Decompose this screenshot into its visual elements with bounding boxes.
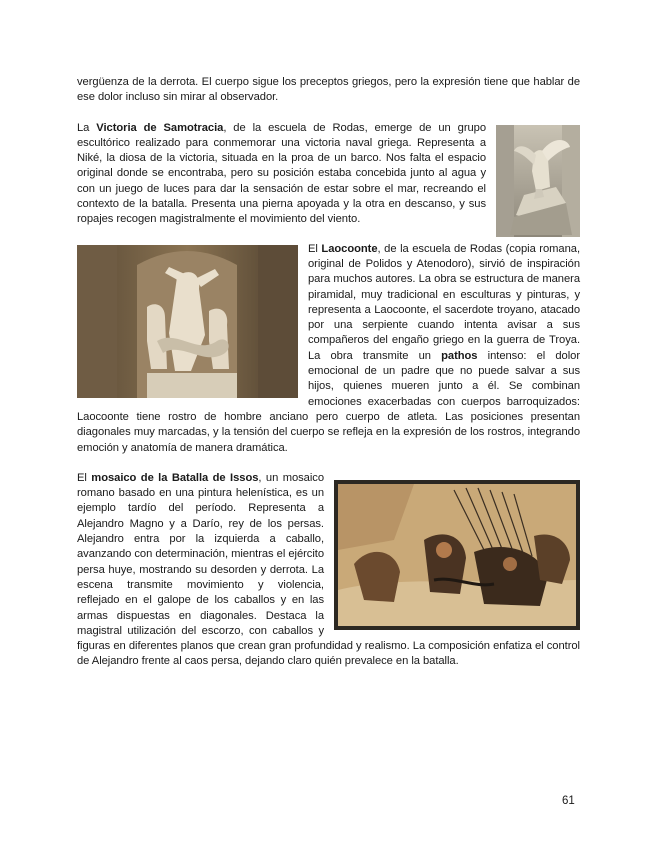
- paragraph-mosaico: [77, 471, 580, 670]
- laocoonte-image: [77, 245, 298, 398]
- mosaico-body: , un mosaico romano basado en una pintura helenística, es un ejemplo tardío del período. Representa a Alejandro Magno y a Darío, rey de los persas. Alejandro entra por la izquierda a caballo, avanzando con determinación, mientras el ejército persa huye, mostrando su desorden y derrota. La escena transmite movimiento y violencia, reflejado en el galope de los caballos y en las armas dispuestas en diagonales. Destaca la magistral utilización del escorzo, con caballos y figuras en diferentes planos que crean gran profundidad y realismo. La composición enfatiza el control de Alejandro frente al caos persa, dejando claro quién prevalece en la batalla.: [77, 471, 580, 668]
- paragraph-laocoonte: [77, 242, 580, 456]
- mosaico-lead: El: [77, 471, 92, 484]
- mosaico-title: mosaico de la Batalla de Issos: [91, 471, 259, 484]
- laocoonte-lead: El: [308, 242, 322, 255]
- page-content: [77, 75, 580, 670]
- paragraph-victoria: [77, 121, 580, 228]
- laocoonte-title: Laocoonte: [321, 242, 378, 255]
- victoria-title: Victoria de Samotracia: [96, 121, 224, 134]
- mosaico-issos-image: [334, 480, 580, 630]
- laocoonte-body-before: , de la escuela de Rodas (copia romana, original de Polidos y Atenodoro), sirvió de inspiración para muchos autores. La obra se estructura de manera piramidal, muy tradicional en esculturas y pinturas, y representa a Laocoonte, el sacerdote troyano, atacado por una serpiente cuando intenta avisar a sus compañeros del engaño griego en la guerra de Troya. La obra transmite un: [308, 242, 580, 362]
- page-number: 61: [562, 795, 575, 807]
- paragraph-intro: vergüenza de la derrota. El cuerpo sigue los preceptos griegos, pero la expresión tiene que hablar de ese dolor incluso sin mirar al observador.: [77, 76, 580, 104]
- laocoonte-body-after: intenso: el dolor emocional de un padre que no puede salvar a sus hijos, quienes mueren junto a él. Se combinan emociones exacerbadas con cuerpos barroquizados: Laocoonte tiene rostro de hombre anciano pero cuerpo de atleta. Las posiciones presentan diagonales muy marcadas, y la tensión del cuerpo se refleja en la expresión de los rostros, integrando emoción y anatomía de manera dramática.: [77, 349, 580, 454]
- victoria-samotracia-image: [496, 125, 580, 237]
- laocoonte-emphasis: pathos: [441, 349, 478, 362]
- victoria-body: , de la escuela de Rodas, emerge de un grupo escultórico realizado para conmemorar una victoria naval griega. Representa a Niké, la diosa de la victoria, situada en la proa de un barco. Nos falta el espacio original donde se encontraba, pero su posición estaba concebida junto al agua y con un juego de luces para dar la sensación de estar sobre el mar, recreando el contexto de la batalla. Presenta una pierna apoyada y la otra en descanso, y sus ropajes recogen magistralmente el movimiento del viento.: [77, 121, 487, 226]
- victoria-lead: La: [77, 121, 97, 134]
